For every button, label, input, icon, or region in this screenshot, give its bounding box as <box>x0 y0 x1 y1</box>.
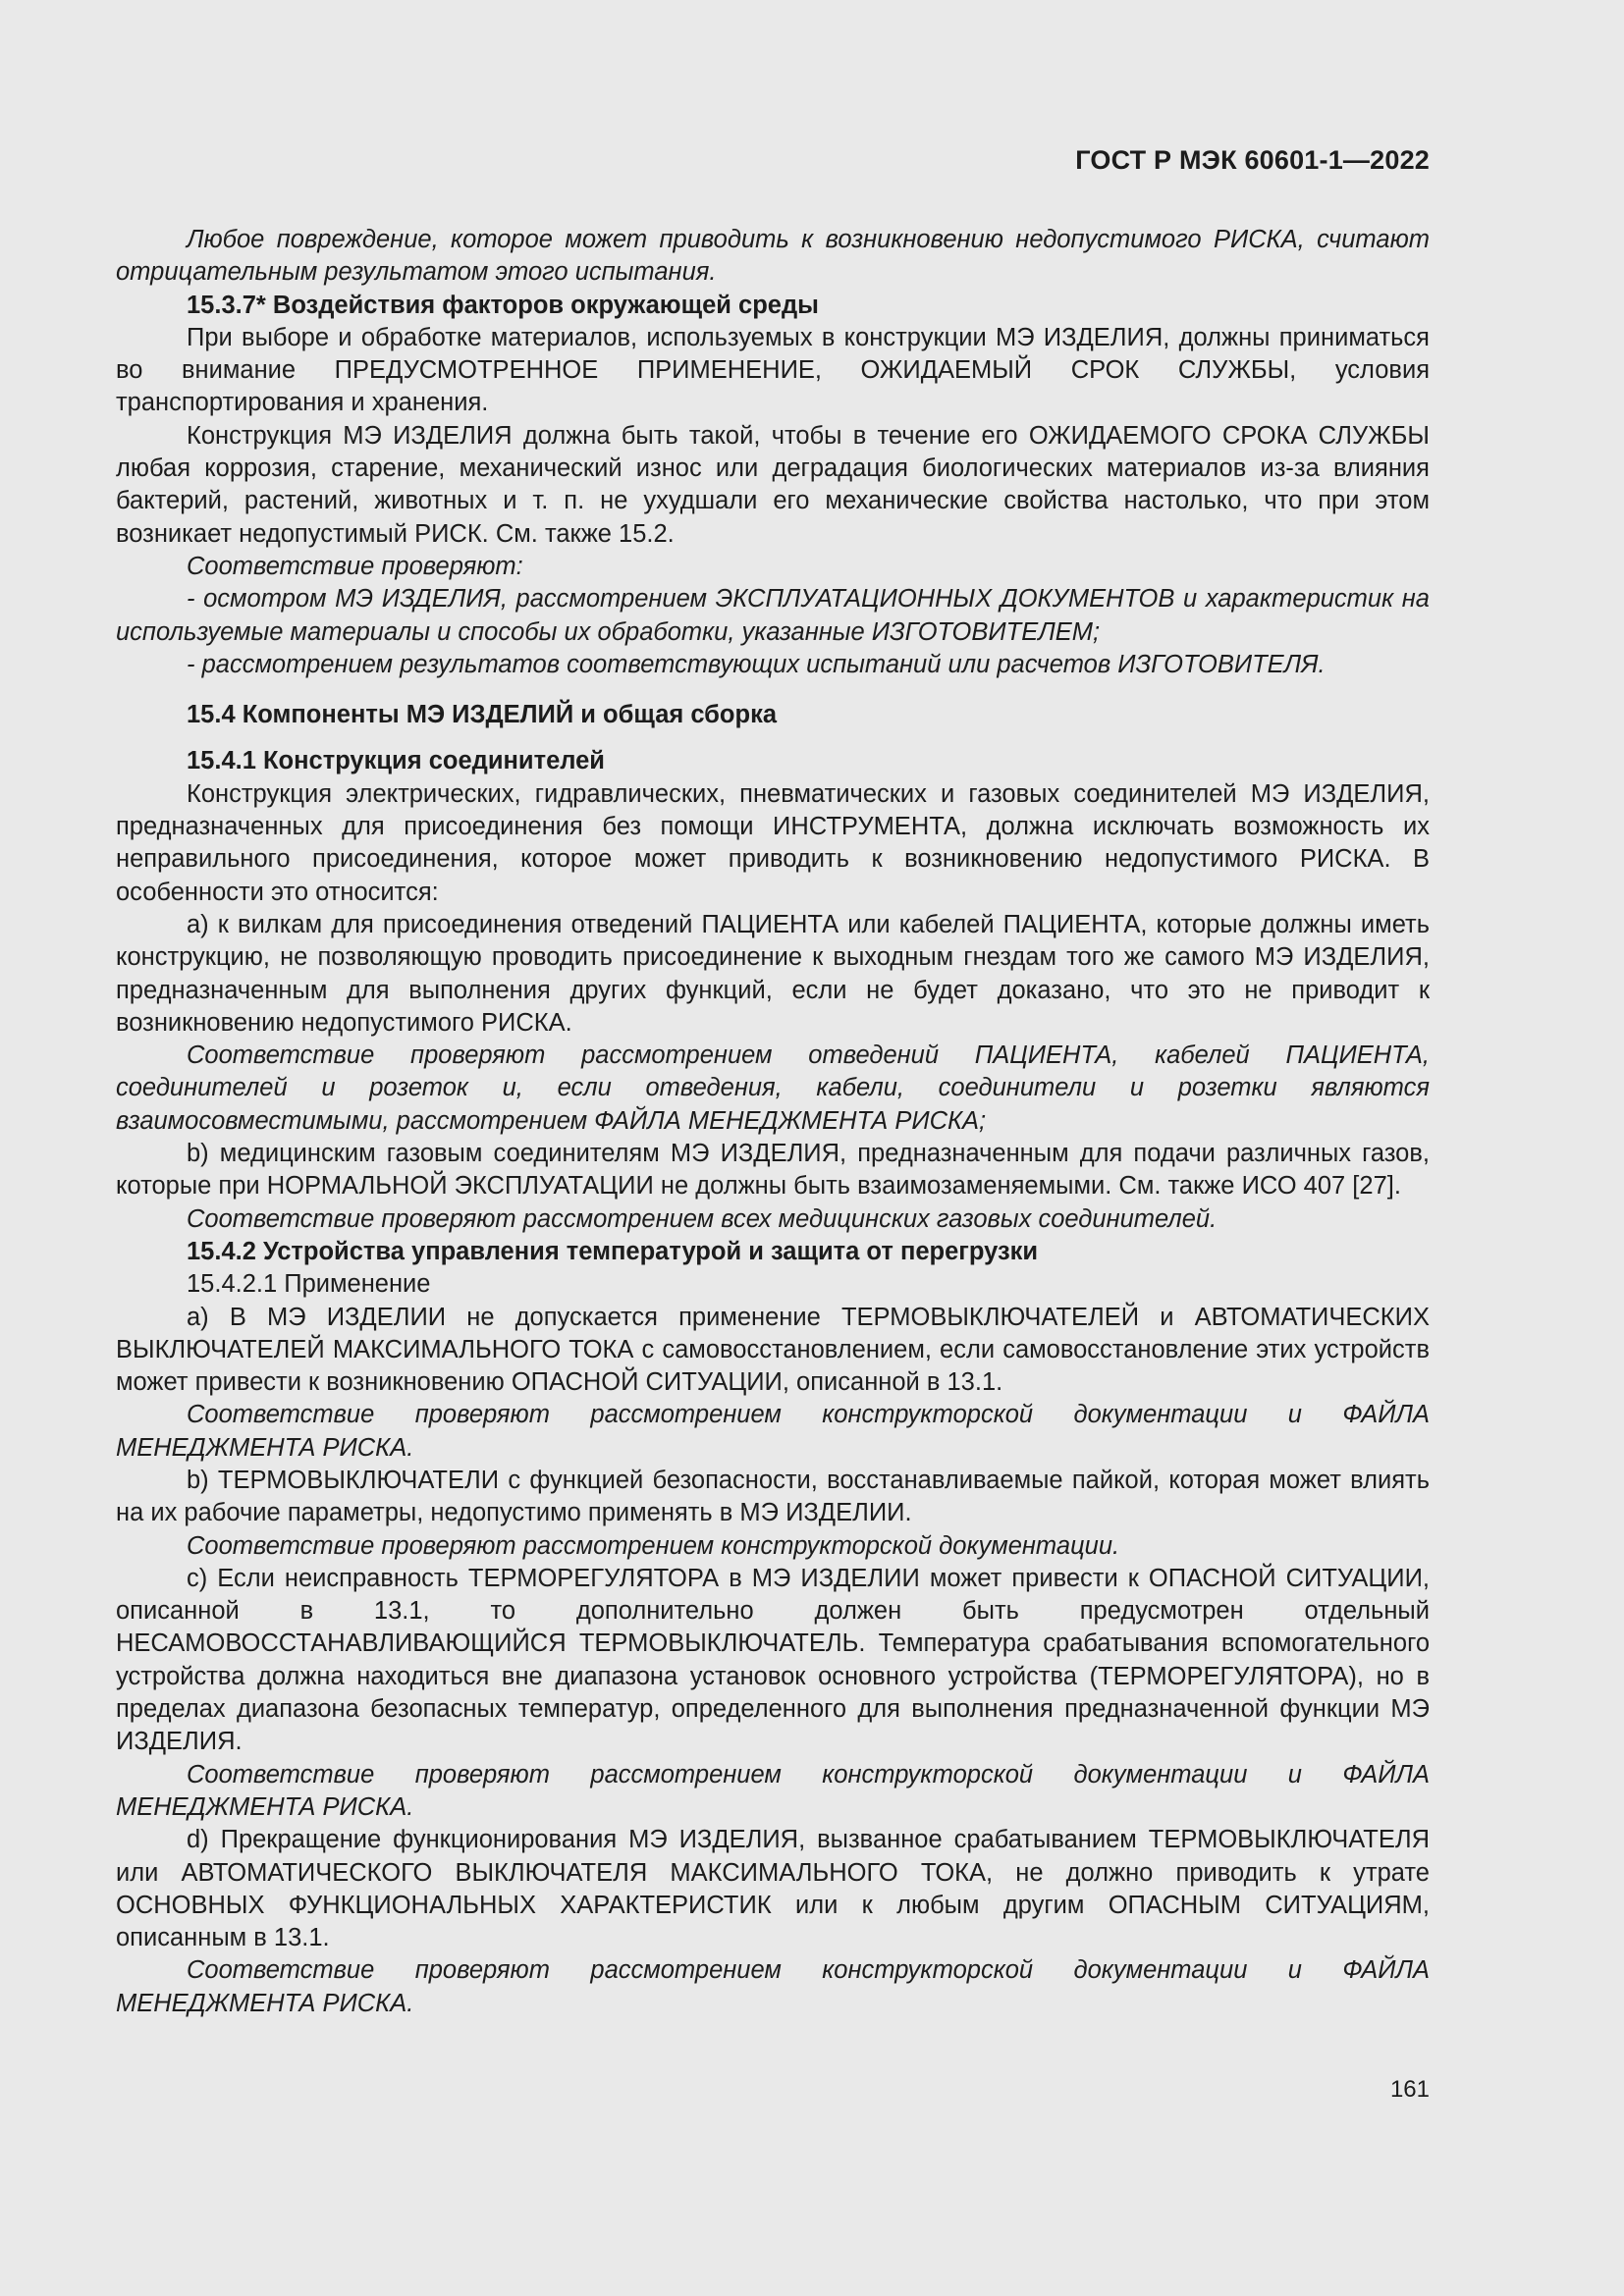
document-body <box>116 224 1430 2020</box>
list-item: d) Прекращение функционирования МЭ ИЗДЕЛИЯ, вызванное срабатыванием ТЕРМОВЫКЛЮЧАТЕЛЯ или АВТОМАТИЧЕСКОГО ВЫКЛЮЧАТЕЛЯ МАКСИМАЛЬНОГО ТОКА, не должно приводить к утрате ОСНОВНЫХ ФУНКЦИОНАЛЬНЫХ ХАРАКТЕРИСТИК или к любым другим ОПАСНЫМ СИТУАЦИЯМ, описанным в 13.1. <box>116 1826 1430 1952</box>
page-number: 161 <box>1389 2076 1430 2103</box>
compliance-paragraph: Соответствие проверяют: <box>187 552 523 580</box>
section-heading: 15.3.7* Воздействия факторов окружающей среды <box>187 291 819 319</box>
paragraph: При выборе и обработке материалов, используемых в конструкции МЭ ИЗДЕЛИЯ, должны приниматься во внимание ПРЕДУСМОТРЕННОЕ ПРИМЕНЕНИЕ, ОЖИДАЕМЫЙ СРОК СЛУЖБЫ, условия транспортирования и хранения. <box>116 323 1430 417</box>
paragraph: Конструкция электрических, гидравлических, пневматических и газовых соединителей МЭ ИЗДЕЛИЯ, предназначенных для присоединения без помощи ИНСТРУМЕНТА, должна исключать возможность их неправильного присоединения, которое может приводить к возникновению недопустимого РИСКА. В особенности это относится: <box>116 779 1430 906</box>
list-item: - осмотром МЭ ИЗДЕЛИЯ, рассмотрением ЭКСПЛУАТАЦИОННЫХ ДОКУМЕНТОВ и характеристик на используемые материалы и способы их обработки, указанные ИЗГОТОВИТЕЛЕМ; <box>116 585 1430 646</box>
list-item: b) ТЕРМОВЫКЛЮЧАТЕЛИ с функцией безопасности, восстанавливаемые пайкой, которая может влиять на их рабочие параметры, недопустимо применять в МЭ ИЗДЕЛИИ. <box>116 1466 1430 1527</box>
paragraph: Любое повреждение, которое может приводить к возникновению недопустимого РИСКА, считают отрицательным результатом этого испытания. <box>116 226 1430 287</box>
compliance-paragraph: Соответствие проверяют рассмотрением конструкторской документации и ФАЙЛА МЕНЕДЖМЕНТА РИСКА. <box>116 1760 1430 1821</box>
compliance-paragraph: Соответствие проверяют рассмотрением конструкторской документации и ФАЙЛА МЕНЕДЖМЕНТА РИСКА. <box>116 1401 1430 1462</box>
paragraph: Конструкция МЭ ИЗДЕЛИЯ должна быть такой, чтобы в течение его ОЖИДАЕМОГО СРОКА СЛУЖБЫ любая коррозия, старение, механический износ или деградация биологических материалов из-за влияния бактерий, растений, животных и т. п. не ухудшали его механические свойства настолько, что при этом возникает недопустимый РИСК. См. также 15.2. <box>116 421 1430 548</box>
section-heading: 15.4.2 Устройства управления температурой и защита от перегрузки <box>187 1237 1039 1265</box>
compliance-paragraph: Соответствие проверяют рассмотрением всех медицинских газовых соединителей. <box>187 1204 1218 1233</box>
section-heading: 15.4.1 Конструкция соединителей <box>187 747 605 775</box>
section-heading: 15.4 Компоненты МЭ ИЗДЕЛИЙ и общая сборка <box>187 701 778 729</box>
compliance-paragraph: Соответствие проверяют рассмотрением конструкторской документации. <box>187 1531 1120 1560</box>
list-item: a) В МЭ ИЗДЕЛИИ не допускается применение ТЕРМОВЫКЛЮЧАТЕЛЕЙ и АВТОМАТИЧЕСКИХ ВЫКЛЮЧАТЕЛЕЙ МАКСИМАЛЬНОГО ТОКА с самовосстановлением, если самовосстановление этих устройств может привести к возникновению ОПАСНОЙ СИТУАЦИИ, описанной в 13.1. <box>116 1303 1430 1397</box>
subsection-heading: 15.4.2.1 Применение <box>187 1270 431 1299</box>
list-item: b) медицинским газовым соединителям МЭ ИЗДЕЛИЯ, предназначенным для подачи различных газов, которые при НОРМАЛЬНОЙ ЭКСПЛУАТАЦИИ не должны быть взаимозаменяемыми. См. также ИСО 407 [27]. <box>116 1140 1430 1201</box>
compliance-paragraph: Соответствие проверяют рассмотрением конструкторской документации и ФАЙЛА МЕНЕДЖМЕНТА РИСКА. <box>116 1956 1430 2017</box>
document-header: ГОСТ Р МЭК 60601-1—2022 <box>1075 145 1430 175</box>
list-item: c) Если неисправность ТЕРМОРЕГУЛЯТОРА в МЭ ИЗДЕЛИИ может привести к ОПАСНОЙ СИТУАЦИИ, описанной в 13.1, то дополнительно должен быть предусмотрен отдельный НЕСАМОВОССТАНАВЛИВАЮЩИЙСЯ ТЕРМОВЫКЛЮЧАТЕЛЬ. Температура срабатывания вспомогательного устройства должна находиться вне диапазона установок основного устройства (ТЕРМОРЕГУЛЯТОРА), но в пределах диапазона безопасных температур, определенного для выполнения предназначенной функции МЭ ИЗДЕЛИЯ. <box>116 1564 1430 1756</box>
list-item: - рассмотрением результатов соответствующих испытаний или расчетов ИЗГОТОВИТЕЛЯ. <box>187 650 1326 678</box>
list-item: a) к вилкам для присоединения отведений ПАЦИЕНТА или кабелей ПАЦИЕНТА, которые должны иметь конструкцию, не позволяющую проводить присоединение к выходным гнездам того же самого МЭ ИЗДЕЛИЯ, предназначенным для выполнения других функций, если не будет доказано, что это не приводит к возникновению недопустимого РИСКА. <box>116 910 1430 1037</box>
compliance-paragraph: Соответствие проверяют рассмотрением отведений ПАЦИЕНТА, кабелей ПАЦИЕНТА, соединителей и розеток и, если отведения, кабели, соединители и розетки являются взаимосовместимыми, рассмотрением ФАЙЛА МЕНЕДЖМЕНТА РИСКА; <box>116 1041 1430 1135</box>
